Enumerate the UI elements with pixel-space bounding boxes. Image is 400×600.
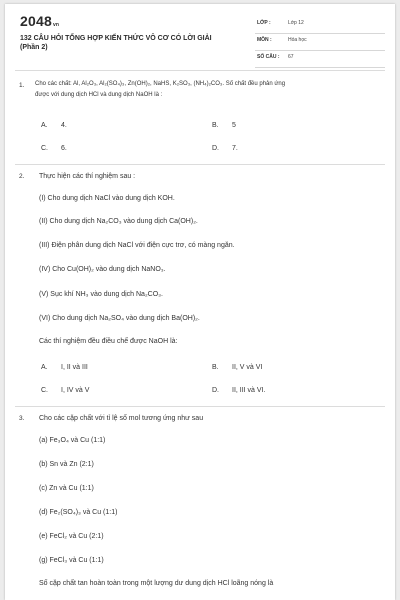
question-number: 1. (19, 82, 25, 89)
option-label: C. (41, 145, 48, 152)
option-label: D. (212, 387, 219, 394)
option-text: 6. (61, 145, 67, 152)
meta-row-subject (255, 34, 385, 51)
meta-key: LỚP : (257, 20, 271, 26)
option-text: 7. (232, 145, 238, 152)
meta-key: SỐ CÂU : (257, 54, 280, 60)
q2-item: (VI) Cho dung dịch Na₂SO₄ vào dung dịch Ba(OH)₂. (39, 315, 200, 322)
q2-option-a[interactable] (41, 364, 88, 371)
question-2-stem: Thực hiện các thí nghiệm sau : (39, 173, 136, 180)
option-label: B. (212, 122, 219, 129)
meta-row-class (255, 17, 385, 34)
question-number: 3. (19, 415, 25, 422)
question-1-stem-line1: Cho các chất: Al, Al₂O₃, Al₂(SO₄)₃, Zn(OH)₂, NaHS, K₂SO₃, (NH₄)₂CO₃. Số chất đều phản ứng (35, 81, 286, 87)
q2-item: (IV) Cho Cu(OH)₂ vào dung dịch NaNO₃. (39, 266, 166, 273)
document-title-line1: 132 CÂU HỎI TỔNG HỢP KIẾN THỨC VÔ CƠ CÓ LỜI GIẢI (20, 35, 212, 42)
site-logo[interactable]: 2048vn (20, 13, 60, 29)
q2-item: (III) Điện phân dung dịch NaCl với điện cực trơ, có màng ngăn. (39, 242, 235, 249)
option-label: D. (212, 145, 219, 152)
question-number: 2. (19, 173, 25, 180)
meta-value: Hóa học (288, 37, 307, 43)
q3-item: (g) FeCl₃ và Cu (1:1) (39, 557, 104, 564)
q2-item: (V) Sục khí NH₃ vào dung dịch Na₂CO₃. (39, 291, 163, 298)
question-2-prompt: Các thí nghiệm đều điều chế được NaOH là: (39, 338, 178, 345)
question-3-prompt: Số cặp chất tan hoàn toàn trong một lượng dư dung dịch HCl loãng nóng là (39, 580, 274, 587)
q3-item: (c) Zn và Cu (1:1) (39, 485, 94, 492)
question-divider (15, 164, 385, 165)
q3-item: (d) Fe₂(SO₄)₃ và Cu (1:1) (39, 509, 118, 516)
option-text: 4. (61, 122, 67, 129)
option-text: II, V và VI (232, 364, 263, 371)
option-label: A. (41, 364, 48, 371)
q1-option-a[interactable] (41, 122, 67, 129)
worksheet-page (5, 4, 395, 600)
q3-item: (b) Sn và Zn (2:1) (39, 461, 94, 468)
meta-value: 67 (288, 54, 294, 60)
question-divider (15, 406, 385, 407)
q1-option-c[interactable] (41, 145, 67, 152)
q2-option-b[interactable] (212, 364, 262, 371)
meta-value: Lớp 12 (288, 20, 304, 26)
header-divider (15, 70, 385, 71)
option-label: A. (41, 122, 48, 129)
option-text: I, IV và V (61, 387, 90, 394)
q2-option-d[interactable] (212, 387, 265, 394)
document-title-line2: (Phần 2) (20, 44, 48, 51)
option-text: II, III và VI. (232, 387, 266, 394)
q1-option-b[interactable] (212, 122, 236, 129)
q2-option-c[interactable] (41, 387, 89, 394)
option-text: 5 (232, 122, 236, 129)
q3-item: (a) Fe₃O₄ và Cu (1:1) (39, 437, 106, 444)
question-3-stem: Cho các cặp chất với tỉ lệ số mol tương ứng như sau (39, 415, 204, 422)
question-1-stem-line2: được với dung dịch HCl và dung dịch NaOH là : (35, 92, 163, 98)
q2-item: (II) Cho dung dịch Na₂CO₃ vào dung dịch Ca(OH)₂. (39, 218, 198, 225)
document-meta (255, 17, 385, 68)
option-text: I, II và III (61, 364, 88, 371)
option-label: C. (41, 387, 48, 394)
option-label: B. (212, 364, 219, 371)
q2-item: (I) Cho dung dịch NaCl vào dung dịch KOH. (39, 195, 175, 202)
meta-row-count (255, 51, 385, 68)
question-1-stem (35, 79, 385, 101)
q3-item: (e) FeCl₂ và Cu (2:1) (39, 533, 104, 540)
meta-key: MÔN : (257, 37, 272, 43)
document-title (20, 34, 245, 52)
q1-option-d[interactable] (212, 145, 238, 152)
